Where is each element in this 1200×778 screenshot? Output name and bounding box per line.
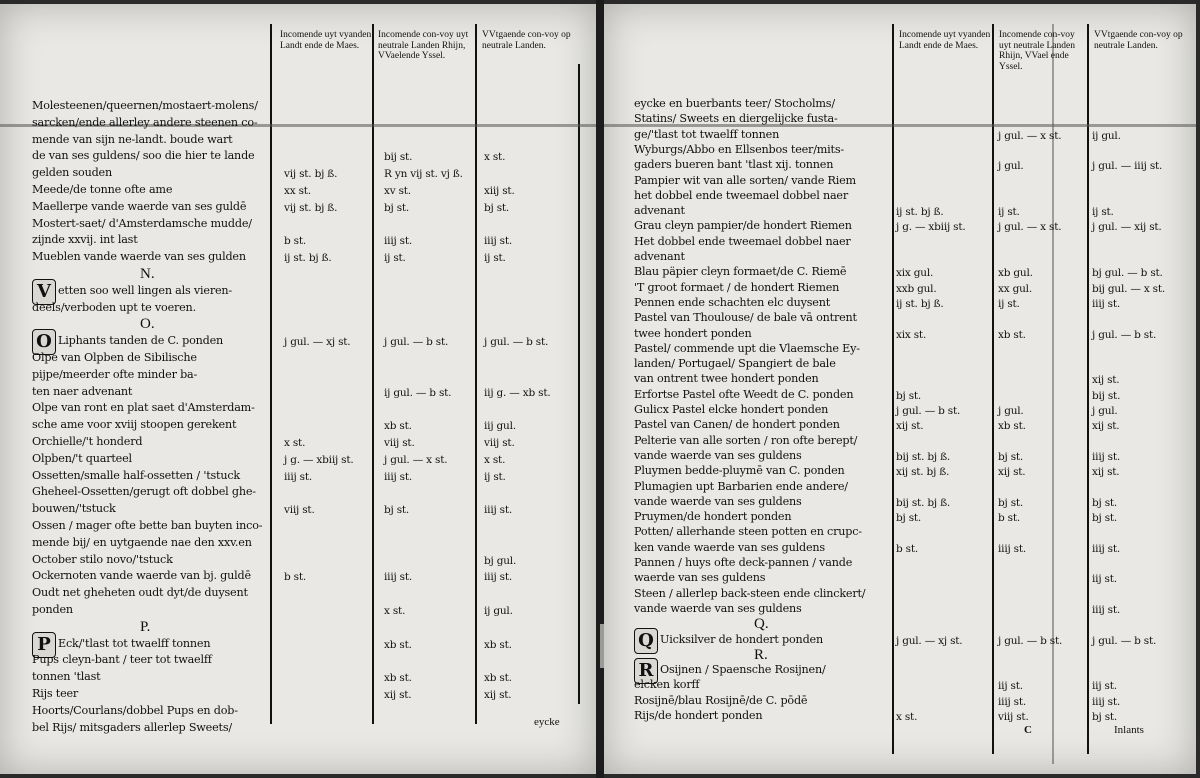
ledger-entry-text: Rijs teer	[32, 687, 79, 700]
tariff-cell: xij st.	[1092, 420, 1120, 433]
ledger-entry-text: gaders bueren bant 'tlast xij. tonnen	[634, 158, 834, 172]
tariff-cell: j gul. — b st.	[896, 405, 961, 417]
ledger-entry-text: bel Rijs/ mitsgaders allerlep Sweets/	[32, 720, 232, 734]
ledger-entry-text: vande waerde van ses guldens	[634, 494, 802, 508]
ledger-entry-text: vande waerde van ses guldens	[634, 601, 802, 615]
tariff-cell: bij st. bj ß.	[896, 496, 951, 509]
ledger-entry-text: advenant	[634, 250, 685, 263]
ledger-entry-text: advenant	[634, 204, 685, 218]
ledger-entry-text: Ossen / mager ofte bette ban buyten inco-	[32, 519, 263, 532]
tariff-cell: j gul. — x st.	[998, 129, 1062, 142]
tariff-cell: j gul. — b st.	[1092, 328, 1157, 341]
right-page	[604, 4, 1196, 774]
tariff-cell: ij gul.	[1092, 129, 1121, 142]
ledger-entry-text: Pastel van Thoulouse/ de bale vā ontrent	[634, 311, 857, 325]
ledger-entry-text: Ockernoten vande waerde van bj. guldē	[32, 569, 251, 583]
tariff-cell: xb st.	[484, 638, 512, 651]
ledger-entry-text: Mostert-saet/ d'Amsterdamsche mudde/	[32, 216, 252, 230]
section-letter: R.	[754, 646, 768, 663]
ledger-entry-text: van ontrent twee hondert ponden	[634, 372, 819, 386]
tariff-cell: ij st.	[484, 252, 506, 265]
tariff-cell: ij gul. — b st.	[384, 386, 452, 399]
tariff-cell: iiij st.	[1092, 542, 1121, 555]
tariff-cell: iiij st.	[484, 571, 513, 584]
tariff-cell: iiij st.	[484, 504, 513, 517]
tariff-cell: xb st.	[384, 672, 412, 685]
tariff-cell: xix st.	[896, 328, 927, 341]
section-letter: P.	[140, 618, 151, 635]
ledger-entry-text: Wyburgs/Abbo en Ellsenbos teer/mits-	[634, 142, 844, 156]
tariff-cell: ij st.	[998, 206, 1020, 219]
ledger-entry-text: Gulicx Pastel elcke hondert ponden	[634, 403, 829, 416]
tariff-cell: xv st.	[384, 185, 411, 197]
tariff-cell: vij st. bj ß.	[284, 168, 338, 181]
tariff-cell: iiij st.	[384, 235, 413, 248]
tariff-cell: ij st. bj ß.	[896, 297, 944, 310]
tariff-cell: ij st.	[998, 297, 1020, 310]
decorated-initial: P	[32, 632, 56, 658]
tariff-cell: x st.	[484, 453, 506, 466]
tariff-cell: j gul. — b st.	[998, 634, 1063, 647]
tariff-cell: bj st.	[384, 504, 410, 517]
catchword: eycke	[534, 716, 560, 728]
ledger-entry-text: Pelterie van alle sorten / ron ofte berept/	[634, 433, 858, 447]
ledger-entry-text: vande waerde van ses guldens	[634, 448, 802, 462]
tariff-cell: b st.	[998, 512, 1021, 525]
ledger-entry-text: Steen / allerlep back-steen ende clinckert/	[634, 586, 866, 600]
ledger-entry-text: Liphants tanden de C. ponden	[58, 334, 224, 348]
tariff-cell: iiij st.	[1092, 695, 1121, 708]
ledger-entry-text: het dobbel ende tweemael dobbel naer	[634, 188, 848, 202]
ledger-entry-text: ten naer advenant	[32, 384, 133, 398]
tariff-cell: j gul.	[1092, 405, 1118, 417]
tariff-cell: x st.	[284, 437, 306, 449]
tariff-cell: iiij st.	[1092, 450, 1121, 463]
tariff-cell: iij g. — xb st.	[484, 386, 551, 399]
ledger-entry-text: ge/'tlast tot twaelff tonnen	[634, 127, 780, 141]
tariff-cell: b st.	[284, 235, 307, 248]
ledger-entry-text: Orchielle/'t honderd	[32, 435, 143, 448]
column-header: VVtgaende con-voy op neutrale Landen.	[1094, 30, 1183, 51]
column-header: Incomende con-voy uyt neutrale Landen Rhijn, VVaelende Yssel.	[378, 30, 469, 61]
tariff-cell: xij st.	[384, 689, 412, 701]
ledger-entry-text: deels/verboden upt te voeren.	[32, 300, 196, 314]
tariff-cell: xij st.	[1092, 466, 1120, 479]
ledger-entry-text: etten soo well lingen als vieren-	[58, 283, 232, 297]
ledger-entry-text: Meede/de tonne ofte ame	[32, 183, 173, 196]
tariff-cell: xij st.	[1092, 374, 1120, 387]
left-page	[0, 4, 596, 774]
tariff-cell: bj st.	[1092, 711, 1118, 723]
tariff-cell: bj st.	[384, 201, 410, 214]
ledger-entry-text: zijnde xxvij. int last	[32, 233, 138, 247]
tariff-cell: iiij st.	[1092, 603, 1121, 616]
ledger-entry-text: landen/ Portugael/ Spangiert de bale	[634, 357, 836, 371]
ledger-entry-text: elcken korff	[634, 678, 700, 692]
tariff-cell: iiij st.	[384, 571, 413, 584]
tariff-cell: ij st. bj ß.	[896, 206, 944, 219]
ledger-entry-text: Statins/ Sweets en diergelijcke fusta-	[634, 112, 838, 126]
column-header: VVtgaende con-voy op neutrale Landen.	[482, 30, 571, 51]
tariff-cell: j g. — xbiij st.	[896, 221, 966, 234]
ledger-entry-text: Oudt net gheheten oudt dyt/de duysent	[32, 586, 248, 600]
tariff-cell: iiij st.	[384, 470, 413, 483]
ledger-entry-text: Pennen ende schachten elc duysent	[634, 295, 831, 309]
tariff-cell: j gul. — b st.	[1092, 634, 1157, 647]
ledger-entry-text: mende van sijn ne-landt. boude wart	[32, 132, 233, 146]
ledger-entry-text: Ossetten/smalle half-ossetten / 'tstuck	[32, 468, 240, 482]
ledger-entry-text: gelden souden	[32, 166, 112, 180]
ledger-entry-text: Gheheel-Ossetten/gerugt oft dobbel ghe-	[32, 485, 256, 499]
ledger-entry-text: eycke en buerbants teer/ Stocholms/	[634, 97, 835, 110]
tariff-cell: ij st.	[1092, 206, 1114, 219]
tariff-cell: viij st.	[284, 504, 315, 517]
column-rule	[475, 24, 477, 724]
decorated-initial: V	[32, 279, 56, 305]
decorated-initial: Q	[634, 628, 658, 654]
catchword: Inlants	[1114, 724, 1144, 736]
tariff-cell: j gul.	[998, 405, 1024, 417]
ledger-entry-text: Olpben/'t quarteel	[32, 451, 132, 465]
ledger-entry-text: Maellerpe vande waerde van ses guldē	[32, 199, 247, 213]
tariff-cell: bj st.	[896, 389, 922, 402]
tariff-cell: j g. — xbiij st.	[284, 453, 354, 466]
ledger-entry-text: Het dobbel ende tweemael dobbel naer	[634, 234, 851, 248]
ledger-entry-text: tonnen 'tlast	[32, 670, 101, 684]
ledger-entry-text: Pampier wit van alle sorten/ vande Riem	[634, 173, 856, 187]
tariff-cell: xij st.	[896, 420, 924, 433]
tariff-cell: bij st.	[384, 151, 413, 164]
tariff-cell: bij st.	[1092, 389, 1121, 402]
tariff-cell: iiij st.	[998, 695, 1027, 708]
ledger-entry-text: Mueblen vande waerde van ses gulden	[32, 250, 246, 264]
tariff-cell: xx st.	[284, 185, 311, 197]
column-header: Incomende uyt vyanden Landt ende de Maes.	[280, 30, 372, 51]
tariff-cell: xb st.	[998, 328, 1026, 341]
ledger-entry-text: twee hondert ponden	[634, 326, 752, 340]
ledger-entry-text: waerde van ses guldens	[634, 571, 766, 585]
ledger-entry-text: Blau päpier cleyn formaet/de C. Riemē	[634, 265, 847, 279]
ledger-entry-text: bouwen/'tstuck	[32, 502, 116, 516]
tariff-cell: xij st. bj ß.	[896, 466, 950, 479]
ledger-entry-text: Olpe van Olpben de Sibilische	[32, 351, 197, 364]
ledger-entry-text: de van ses guldens/ soo die hier te lande	[32, 149, 255, 163]
tariff-cell: bj st.	[896, 512, 922, 525]
tariff-cell: j gul. — x st.	[998, 221, 1062, 234]
tariff-cell: iij st.	[1092, 680, 1117, 693]
ledger-entry-text: Pastel/ commende upt die Vlaemsche Ey-	[634, 341, 860, 355]
column-rule	[892, 24, 894, 754]
ledger-entry-text: Pastel van Canen/ de hondert ponden	[634, 418, 840, 432]
tariff-cell: xiij st.	[484, 185, 515, 197]
tariff-cell: ij st. bj ß.	[284, 252, 332, 265]
tariff-cell: xb st.	[484, 672, 512, 685]
tariff-cell: ij gul.	[484, 605, 513, 617]
ledger-entry-text: Osijnen / Spaensche Rosijnen/	[660, 663, 826, 677]
tariff-cell: xxb gul.	[896, 282, 937, 295]
ledger-entry-text: sche ame voor xviij stoopen gerekent	[32, 418, 237, 432]
tariff-cell: b st.	[896, 542, 919, 555]
tariff-cell: vij st. bj ß.	[284, 201, 338, 214]
tariff-cell: xb gul.	[998, 267, 1033, 280]
tariff-cell: xb st.	[384, 420, 412, 433]
tariff-cell: iij st.	[998, 680, 1023, 693]
ledger-entry-text: pijpe/meerder ofte minder ba-	[32, 367, 198, 381]
ledger-entry-text: Pluymen bedde-pluymē van C. ponden	[634, 464, 845, 478]
tariff-cell: bij gul. — x st.	[1092, 282, 1166, 295]
tariff-cell: xb st.	[998, 420, 1026, 433]
tariff-cell: xb st.	[384, 638, 412, 651]
column-header: Incomende con-voy uyt neutrale Landen Rhijn, VVael ende Yssel.	[999, 30, 1075, 72]
column-rule	[992, 24, 994, 754]
tariff-cell: bj gul. — b st.	[1092, 267, 1163, 280]
signature-mark: C	[1024, 724, 1032, 736]
ledger-entry-text: mende bij/ en uytgaende nae den xxv.en	[32, 535, 252, 549]
tariff-cell: iiij st.	[284, 470, 313, 483]
ledger-entry-text: Potten/ allerhande steen potten en crupc-	[634, 525, 862, 539]
tariff-cell: iiij st.	[998, 542, 1027, 555]
tariff-cell: bij st. bj ß.	[896, 450, 951, 463]
tariff-cell: j gul. — x st.	[384, 453, 448, 466]
ledger-entry-text: Rosijnē/blau Rosijnē/de C. pōdē	[634, 693, 808, 707]
ledger-entry-text: Erfortse Pastel ofte Weedt de C. ponden	[634, 387, 854, 401]
tariff-cell: j gul. — b st.	[384, 336, 449, 349]
ledger-entry-text: ken vande waerde van ses guldens	[634, 540, 825, 554]
tariff-cell: xij st.	[484, 689, 512, 701]
column-rule	[1087, 24, 1089, 754]
ledger-entry-text: Pruymen/de hondert ponden	[634, 510, 792, 524]
tariff-cell: xix gul.	[896, 267, 934, 280]
tariff-cell: iiij st.	[1092, 297, 1121, 310]
tariff-cell: j gul. — xj st.	[896, 634, 963, 647]
column-rule	[270, 24, 272, 724]
ledger-entry-text: Molesteenen/queernen/mostaert-molens/	[32, 99, 258, 112]
ledger-entry-text: Eck/'tlast tot twaelff tonnen	[58, 636, 211, 650]
tariff-cell: j gul. — xij st.	[1092, 221, 1162, 234]
tariff-cell: R yn vij st. vj ß.	[384, 168, 463, 181]
column-header: Incomende uyt vyanden Landt ende de Maes.	[899, 30, 991, 51]
tariff-cell: ij st.	[384, 252, 406, 265]
ledger-entry-text: Uicksilver de hondert ponden	[660, 632, 823, 646]
ledger-entry-text: Hoorts/Courlans/dobbel Pups en dob-	[32, 703, 238, 717]
tariff-cell: bj st.	[1092, 512, 1118, 525]
tariff-cell: j gul. — b st.	[484, 336, 549, 349]
ledger-entry-text: October stilo novo/'tstuck	[32, 552, 173, 566]
tariff-cell: j gul.	[998, 160, 1024, 173]
tariff-cell: viij st.	[998, 711, 1029, 723]
tariff-cell: x st.	[896, 711, 918, 723]
section-letter: N.	[140, 266, 155, 282]
tariff-cell: x st.	[384, 605, 406, 617]
section-letter: Q.	[754, 616, 769, 633]
tariff-cell: b st.	[284, 571, 307, 584]
ledger-entry-text: Grau cleyn pampier/de hondert Riemen	[634, 219, 852, 233]
tariff-cell: iiij st.	[484, 235, 513, 248]
tariff-cell: bj gul.	[484, 554, 517, 567]
ledger-entry-text: Rijs/de hondert ponden	[634, 709, 763, 722]
ledger-entry-text: Pannen / huys ofte deck-pannen / vande	[634, 556, 853, 569]
ledger-entry-text: sarcken/ende allerley andere steenen co-	[32, 115, 258, 129]
decorated-initial: R	[634, 658, 658, 684]
section-letter: O.	[140, 316, 155, 333]
column-rule	[372, 24, 374, 724]
tariff-cell: bj st.	[1092, 496, 1118, 509]
tariff-cell: viij st.	[384, 437, 415, 449]
tariff-cell: xx gul.	[998, 282, 1032, 295]
tariff-cell: bj st.	[998, 450, 1024, 463]
ledger-entry-text: 'T groot formaet / de hondert Riemen	[634, 280, 840, 294]
tariff-cell: iij gul.	[484, 420, 516, 433]
tariff-cell: j gul. — iiij st.	[1092, 160, 1163, 173]
column-rule	[578, 64, 580, 704]
ledger-entry-text: Olpe van ront en plat saet d'Amsterdam-	[32, 401, 255, 415]
tariff-cell: bj st.	[998, 496, 1024, 509]
tariff-cell: bj st.	[484, 201, 510, 214]
tariff-cell: x st.	[484, 151, 506, 164]
decorated-initial: O	[32, 329, 56, 355]
ledger-entry-text: Plumagien upt Barbarien ende andere/	[634, 479, 848, 493]
tariff-cell: iij st.	[1092, 573, 1117, 586]
tariff-cell: j gul. — xj st.	[284, 336, 351, 349]
ledger-entry-text: Pups cleyn-bant / teer tot twaelff	[32, 653, 212, 667]
tariff-cell: ij st.	[484, 470, 506, 483]
tariff-cell: viij st.	[484, 437, 515, 449]
tariff-cell: xij st.	[998, 466, 1026, 479]
ledger-entry-text: ponden	[32, 603, 73, 616]
